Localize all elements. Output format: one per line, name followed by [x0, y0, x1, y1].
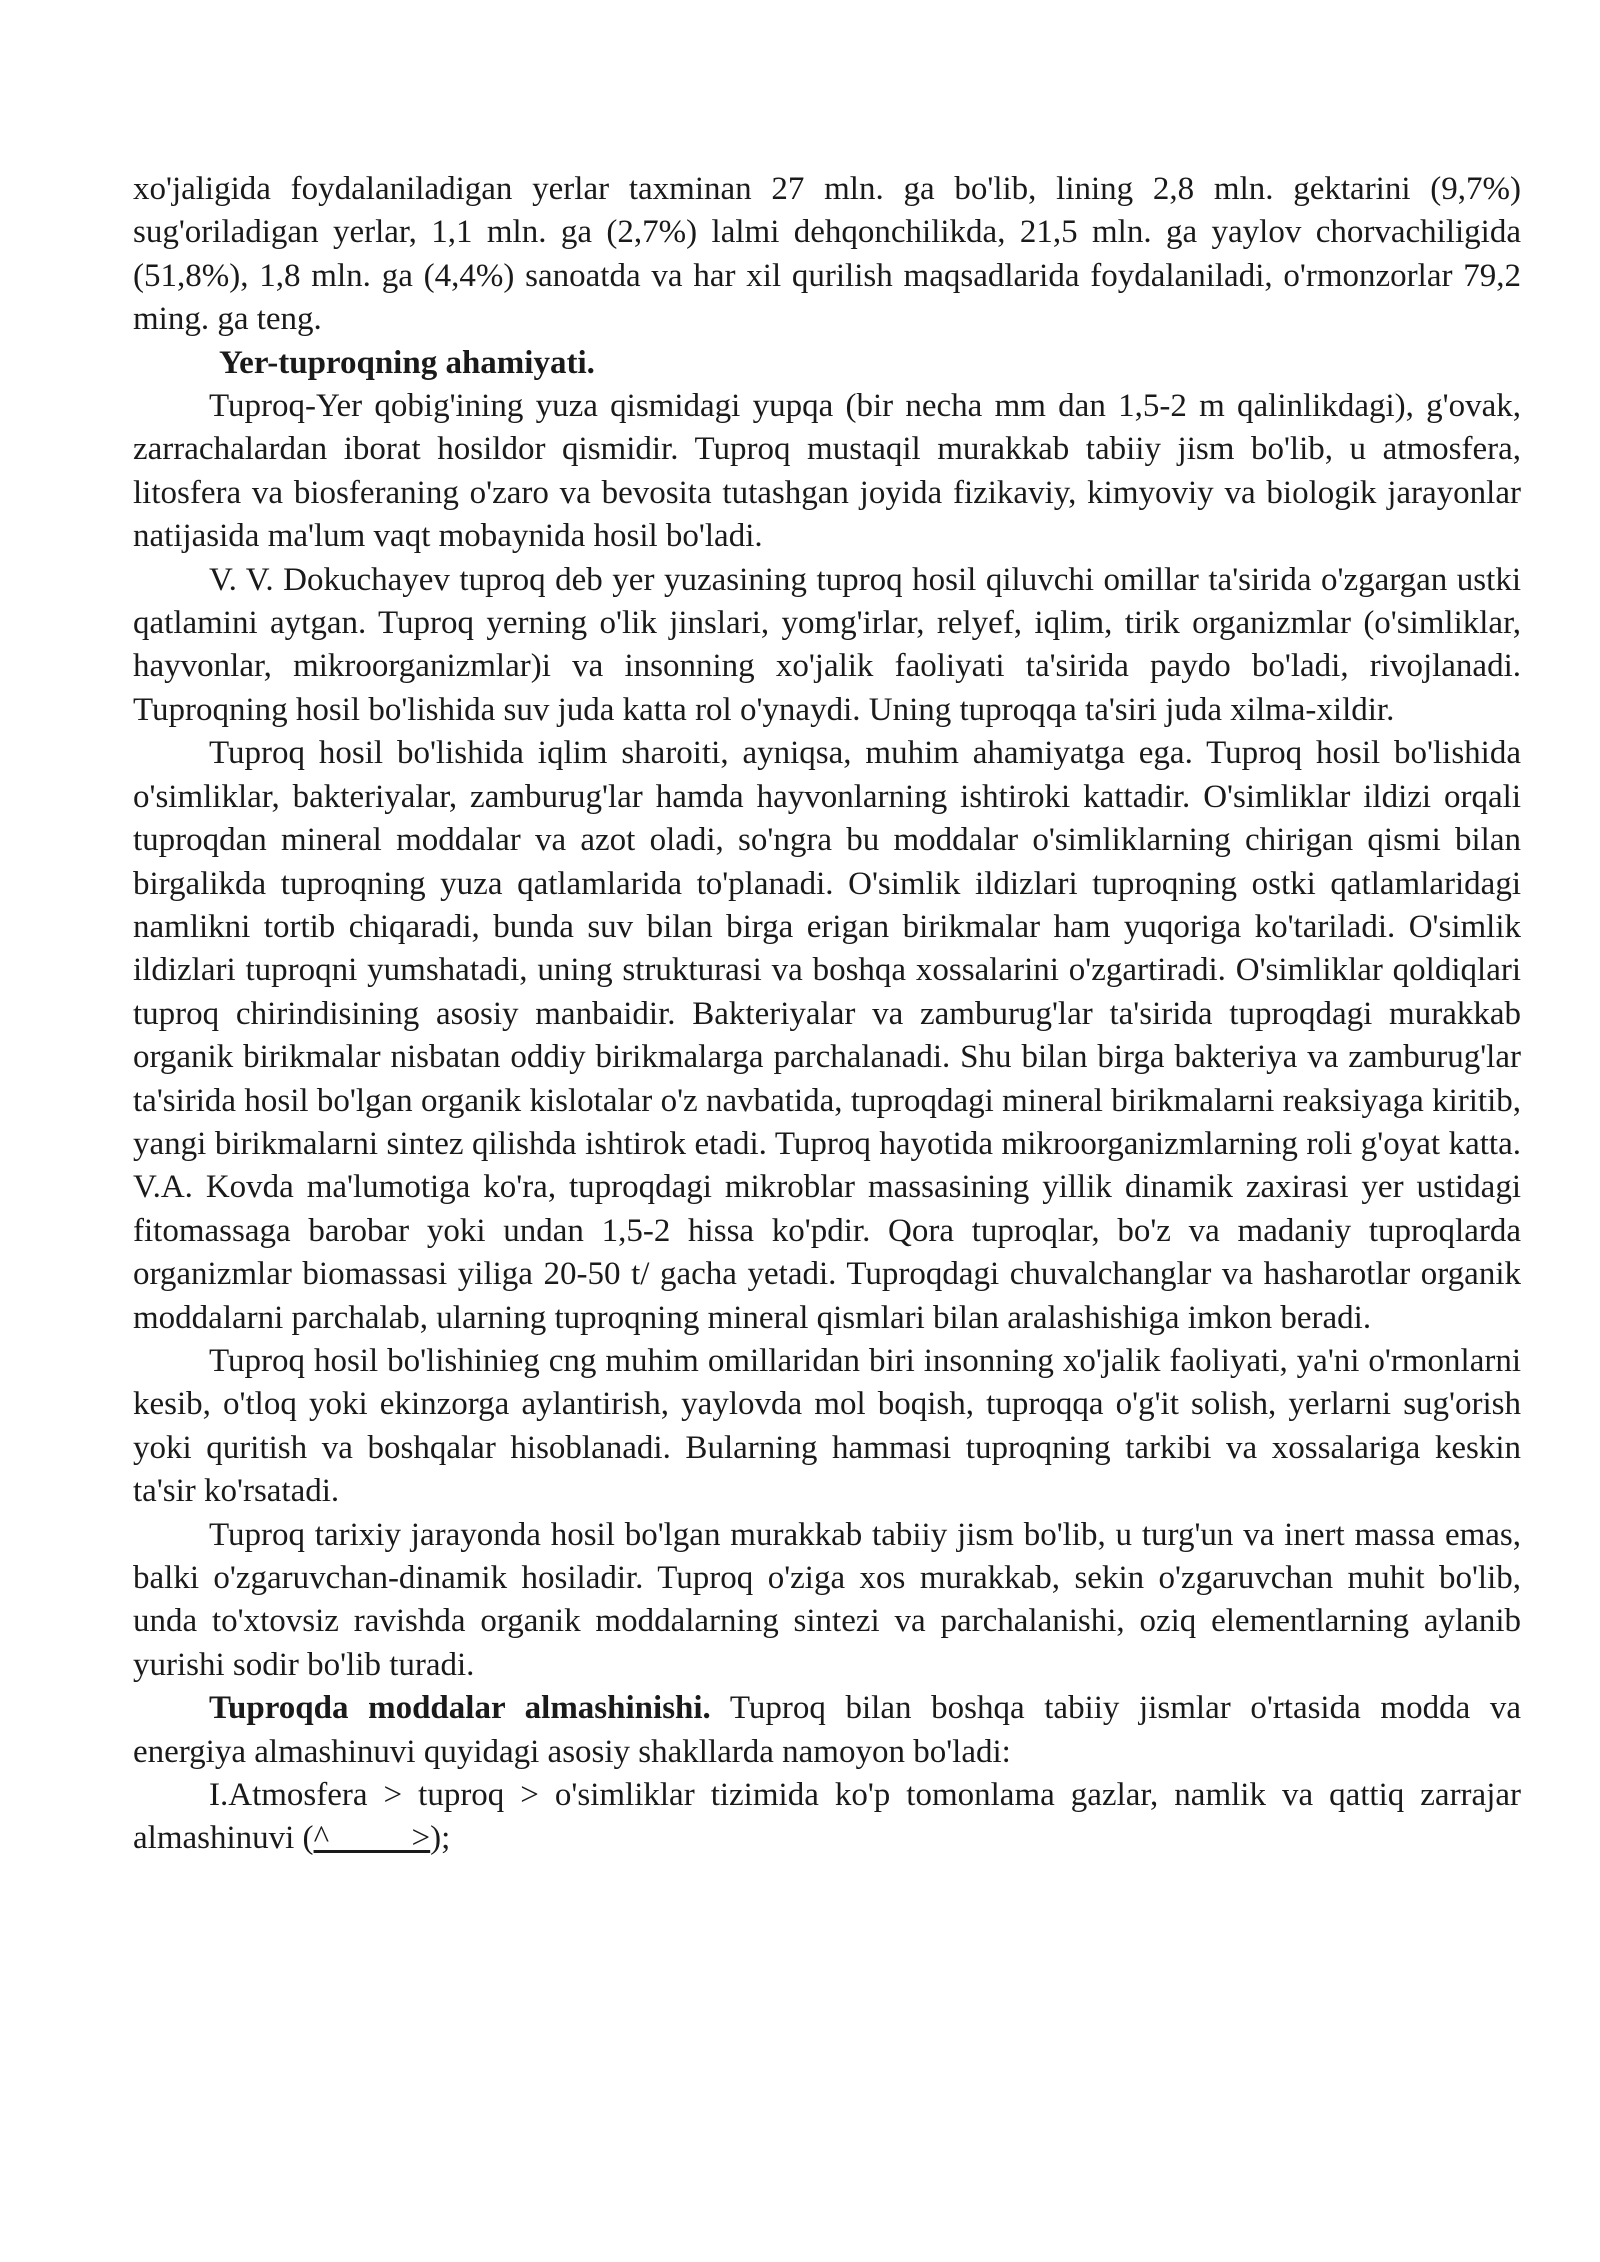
list-item-1-end: );	[430, 1820, 451, 1857]
list-item-1-arrow-symbol: ^_____>	[313, 1820, 431, 1857]
paragraph-substance-exchange	[133, 1687, 1521, 1774]
document-page	[133, 168, 1521, 1861]
list-item-1-text: I.Atmosfera > tuproq > o'simliklar tizimida ko'p tomonlama gazlar, namlik va qattiq zarrajar almashinuvi (	[133, 1777, 1521, 1857]
paragraph-historical-body: Tuproq tarixiy jarayonda hosil bo'lgan murakkab tabiiy jism bo'lib, u turg'un va inert massa emas, balki o'zgaruvchan-dinamik hosiladir. Tuproq o'ziga xos murakkab, sekin o'zgaruvchan muhit bo'lib, unda to'xtovsiz ravishda organik moddalarning sintezi va parchalanishi, oziq elementlarning aylanib yurishi sodir bo'lib turadi.	[133, 1516, 1521, 1683]
paragraph-dokuchayev: V. V. Dokuchayev tuproq deb yer yuzasining tuproq hosil qiluvchi omillar ta'sirida o'zgargan ustki qatlamini aytgan. Tuproq yerning o'lik jinslari, yomg'irlar, relyef, iqlim, tirik organizmlar (o'simliklar, hayvonlar, mikroorganizmlar)i va insonning xo'jalik faoliyati ta'sirida paydo bo'ladi, rivojlanadi. Tuproqning hosil bo'lishida suv juda katta rol o'ynaydi. Uning tuproqqa ta'siri juda xilma-xildir.	[133, 561, 1521, 728]
list-item-1	[133, 1774, 1521, 1861]
paragraph-human-activity: Tuproq hosil bo'lishinieg cng muhim omillaridan biri insonning xo'jalik faoliyati, ya'ni o'rmonlarni kesib, o'tloq yoki ekinzorga aylantirish, yaylovda mol boqish, tuproqqa o'g'it solish, yerlarni sug'orish yoki quritish va boshqalar hisoblanadi. Bularning hammasi tuproqning tarkibi va xossalariga keskin ta'sir ko'rsatadi.	[133, 1342, 1521, 1510]
paragraph-climate-organisms: Tuproq hosil bo'lishida iqlim sharoiti, ayniqsa, muhim ahamiyatga ega. Tuproq hosil bo'lishida o'simliklar, bakteriyalar, zamburug'lar hamda hayvonlarning ishtiroki kattadir. O'simliklar ildizi orqali tuproqdan mineral moddalar va azot oladi, so'ngra bu moddalar o'simliklarning chirigan qismi bilan birgalikda tuproqning yuza qatlamlarida to'planadi. O'simlik ildizlari tuproqning ostki qatlamlaridagi namlikni tortib chiqaradi, bunda suv bilan birga erigan birikmalar ham yuqoriga ko'tariladi. O'simlik ildizlari tuproqni yumshatadi, uning strukturasi va boshqa xossalarini o'zgartiradi. O'simliklar qoldiqlari tuproq chirindisining asosiy manbaidir. Bakteriyalar va zamburug'lar ta'sirida tuproqdagi murakkab organik birikmalar nisbatan oddiy birikmalarga parchalanadi. Shu bilan birga bakteriya va zamburug'lar ta'sirida hosil bo'lgan organik kislotalar o'z navbatida, tuproqdagi mineral birikmalarni reaksiyaga kiritib, yangi birikmalarni sintez qilishda ishtirok etadi. Tuproq hayotida mikroorganizmlarning roli g'oyat katta. V.A. Kovda ma'lumotiga ko'ra, tuproqdagi mikroblar massasining yillik dinamik zaxirasi yer ustidagi fitomassaga barobar yoki undan 1,5-2 hissa ko'pdir. Qora tuproqlar, bo'z va madaniy tuproqlarda organizmlar biomassasi yiliga 20-50 t/ gacha yetadi. Tuproqdagi chuvalchanglar va hasharotlar organik moddalarni parchalab, ularning tuproqning mineral qismlari bilan aralashishiga imkon beradi.	[133, 735, 1521, 1336]
section-heading-importance: Yer-tuproqning ahamiyati.	[219, 344, 595, 381]
exchange-text: Tuproq bilan boshqa tabiiy jismlar o'rtasida modda va energiya almashinuvi quyidagi asosiy shakllarda namoyon bo'ladi:	[133, 1690, 1522, 1770]
exchange-lead-heading: Tuproqda moddalar almashinishi.	[209, 1690, 711, 1727]
paragraph-land-use: xo'jaligida foydalaniladigan yerlar taxminan 27 mln. ga bo'lib, lining 2,8 mln. gektarini (9,7%) sug'oriladigan yerlar, 1,1 mln. ga (2,7%) lalmi dehqonchilikda, 21,5 mln. ga yaylov chorvachiligida (51,8%), 1,8 mln. ga (4,4%) sanoatda va har xil qurilish maqsadlarida foydalaniladi, o'rmonzorlar 79,2 ming. ga teng.	[133, 171, 1521, 338]
paragraph-soil-definition: Tuproq-Yer qobig'ining yuza qismidagi yupqa (bir necha mm dan 1,5-2 m qalinlikdagi), g'ovak, zarrachalardan iborat hosildor qismidir. Tuproq mustaqil murakkab tabiiy jism bo'lib, u atmosfera, litosfera va biosferaning o'zaro va bevosita tutashgan joyida fizikaviy, kimyoviy va biologik jarayonlar natijasida ma'lum vaqt mobaynida hosil bo'ladi.	[133, 388, 1521, 555]
